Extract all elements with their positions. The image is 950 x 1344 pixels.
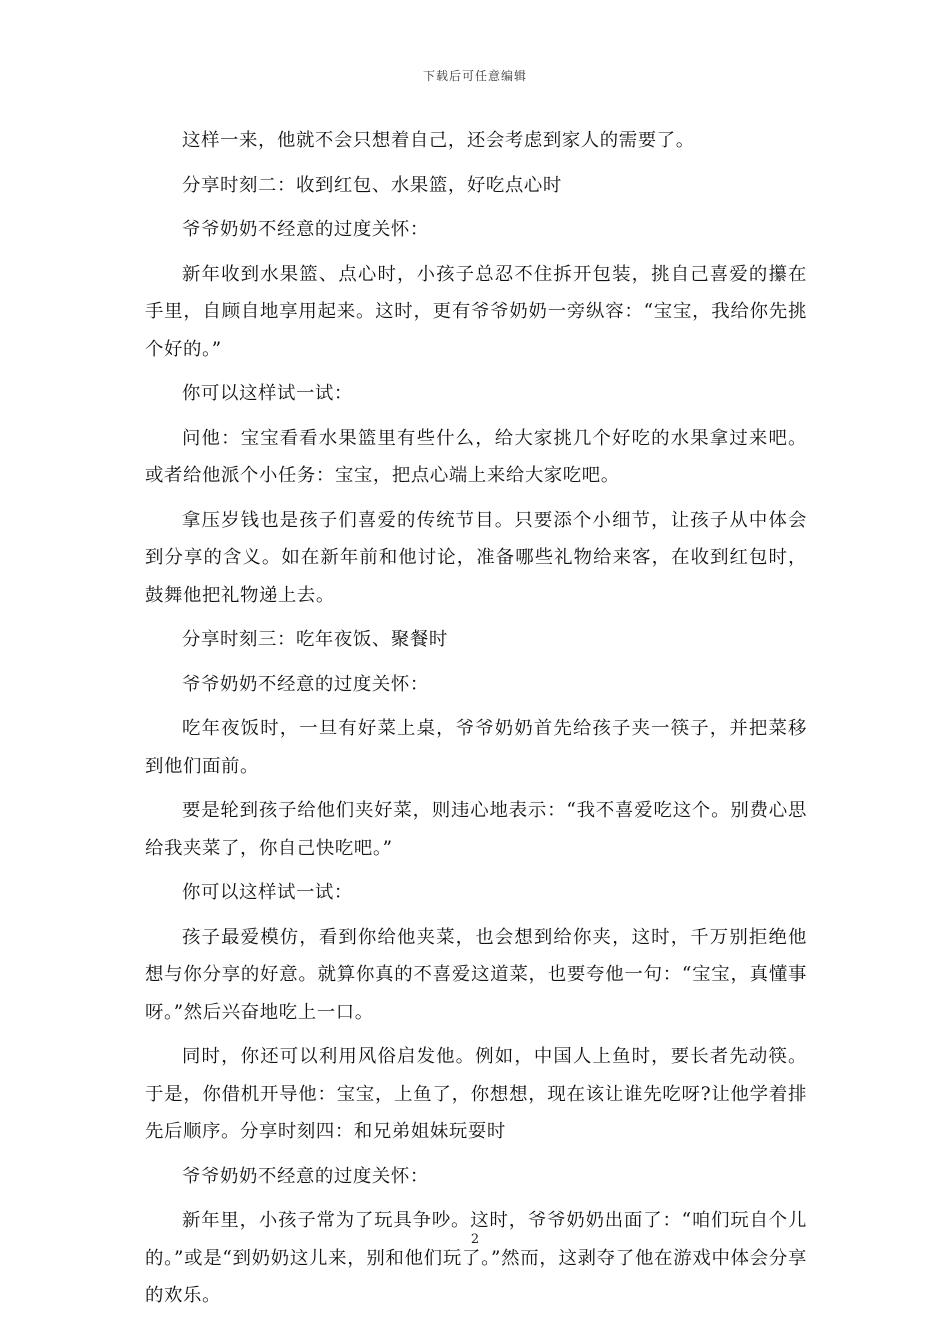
paragraph: 吃年夜饭时，一旦有好菜上桌，爷爷奶奶首先给孩子夹一筷子，并把菜移到他们面前。 — [145, 718, 807, 777]
paragraph: 爷爷奶奶不经意的过度关怀： — [182, 673, 429, 695]
paragraph: 要是轮到孩子给他们夹好菜，则违心地表示：“我不喜爱吃这个。别费心思给我夹菜了，你自己快吃吧。” — [145, 800, 807, 859]
paragraph: 爷爷奶奶不经意的过度关怀： — [182, 219, 429, 240]
paragraph: 这样一来，他就不会只想着自己，还会考虑到家人的需要了。 — [182, 130, 695, 151]
paragraph: 问他：宝宝看看水果篮里有些什么，给大家挑几个好吃的水果拿过来吧。或者给他派个小任务：宝宝，把点心端上来给大家吃吧。 — [145, 427, 807, 486]
paragraph: 拿压岁钱也是孩子们喜爱的传统节目。只要添个小细节，让孩子从中体会到分享的含义。如在新年前和他讨论，准备哪些礼物给来客，在收到红包时，鼓舞他把礼物递上去。 — [145, 509, 807, 606]
paragraph: 你可以这样试一试： — [182, 882, 353, 903]
paragraph: 新年里，小孩子常为了玩具争吵。这时，爷爷奶奶出面了：“咱们玩自个儿的。”或是“到奶奶这儿来，别和他们玩了。”然而，这剥夺了他在游戏中体会分享的欢乐。 — [145, 1210, 807, 1306]
page-number: 2 — [470, 1232, 480, 1247]
paragraph: 你可以这样试一试： — [182, 383, 353, 404]
section-heading: 分享时刻三：吃年夜饭、聚餐时 — [182, 629, 448, 650]
page-header: 下载后可任意编辑 — [422, 69, 527, 83]
paragraph: 同时，你还可以利用风俗启发他。例如，中国人上鱼时，要长者先动筷。于是，你借机开导他：宝宝，上鱼了，你想想，现在该让谁先吃呀?让他学着排先后顺序。分享时刻四：和兄弟姐妹玩耍时 — [145, 1046, 807, 1142]
paragraph: 孩子最爱模仿，看到你给他夹菜，也会想到给你夹，这时，千万别拒绝他想与你分享的好意。就算你真的不喜爱这道菜，也要夸他一句：“宝宝，真懂事呀。”然后兴奋地吃上一口。 — [145, 926, 807, 1023]
paragraph: 新年收到水果篮、点心时，小孩子总忍不住拆开包装，挑自己喜爱的攥在手里，自顾自地享用起来。这时，更有爷爷奶奶一旁纵容：“宝宝，我给你先挑个好的。” — [145, 263, 807, 360]
document-body — [145, 122, 807, 1322]
section-heading: 分享时刻二：收到红包、水果篮，好吃点心时 — [182, 174, 562, 196]
paragraph: 爷爷奶奶不经意的过度关怀： — [182, 1165, 429, 1187]
